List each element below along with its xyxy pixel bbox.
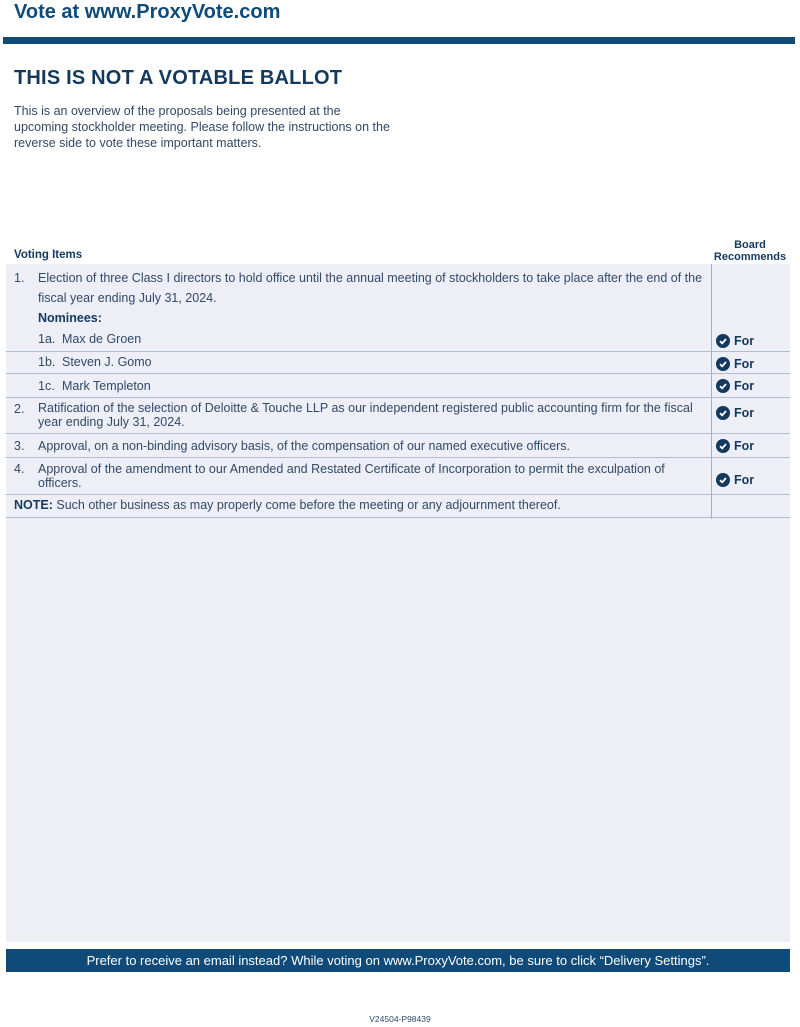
recommendation-label: For	[734, 439, 755, 453]
recommendation-label: For	[734, 379, 755, 393]
item-number: 2.	[14, 402, 25, 416]
column-divider	[711, 264, 712, 519]
nominee-name: Mark Templeton	[62, 379, 151, 393]
row-divider	[6, 457, 790, 458]
check-circle-icon	[716, 379, 730, 393]
recommendation	[716, 357, 754, 371]
nominees-label: Nominees:	[38, 311, 102, 325]
header-rule	[3, 37, 795, 44]
item-text: Approval, on a non-binding advisory basis, of the compensation of our named executive officers.	[38, 439, 571, 453]
check-circle-icon	[716, 334, 730, 348]
item-number: 3.	[14, 439, 25, 453]
item-number: 4.	[14, 462, 25, 476]
recommendation-label: For	[734, 334, 755, 348]
recommendation	[716, 406, 754, 420]
row-divider	[6, 373, 790, 374]
item-text: Ratification of the selection of Deloitte & Touche LLP as our independent registered public accounting firm for the fiscal year ending July 31, 2024.	[38, 401, 693, 429]
row-divider	[6, 351, 790, 352]
recommendation-label: For	[734, 357, 755, 371]
check-circle-icon	[716, 406, 730, 420]
item-text: Approval of the amendment to our Amended and Restated Certificate of Incorporation to permit the exculpation of officers.	[38, 462, 665, 490]
nominee-code: 1a.	[38, 332, 56, 346]
item-number: 1.	[14, 271, 25, 285]
site-title: Vote at www.ProxyVote.com	[14, 1, 281, 23]
column-header-line2: Recommends	[713, 251, 787, 263]
nominee-code: 1b.	[38, 355, 56, 369]
nominee-name: Max de Groen	[62, 332, 142, 346]
column-header-line1: Board	[734, 239, 766, 251]
recommendation-label: For	[734, 473, 755, 487]
row-divider	[6, 517, 790, 518]
check-circle-icon	[716, 473, 730, 487]
note-text: Such other business as may properly come before the meeting or any adjournment thereof.	[56, 498, 561, 512]
email-delivery-banner: Prefer to receive an email instead? While voting on www.ProxyVote.com, be sure to click “Delivery Settings”.	[6, 949, 790, 972]
recommendation	[716, 473, 754, 487]
item-text: Election of three Class I directors to hold office until the annual meeting of stockholders to take place after the end of the fiscal year ending July 31, 2024.	[38, 271, 703, 305]
row-divider	[6, 433, 790, 434]
column-header-voting-items: Voting Items	[14, 249, 83, 261]
row-divider	[6, 397, 790, 398]
row-divider	[6, 494, 790, 495]
document-code: V24504-P98439	[369, 1014, 431, 1024]
column-header-board-recommends	[710, 239, 790, 263]
nominee-code: 1c.	[38, 379, 55, 393]
check-circle-icon	[716, 357, 730, 371]
recommendation	[716, 439, 754, 453]
check-circle-icon	[716, 439, 730, 453]
nominee-name: Steven J. Gomo	[62, 355, 152, 369]
recommendation-label: For	[734, 406, 755, 420]
note-label: NOTE:	[14, 498, 53, 512]
recommendation	[716, 334, 754, 348]
page-title: THIS IS NOT A VOTABLE BALLOT	[14, 67, 343, 89]
intro-text: This is an overview of the proposals being presented at the upcoming stockholder meeting. Please follow the instructions on the reverse side to vote these important matters.	[14, 104, 390, 150]
note	[14, 498, 561, 512]
recommendation	[716, 379, 754, 393]
